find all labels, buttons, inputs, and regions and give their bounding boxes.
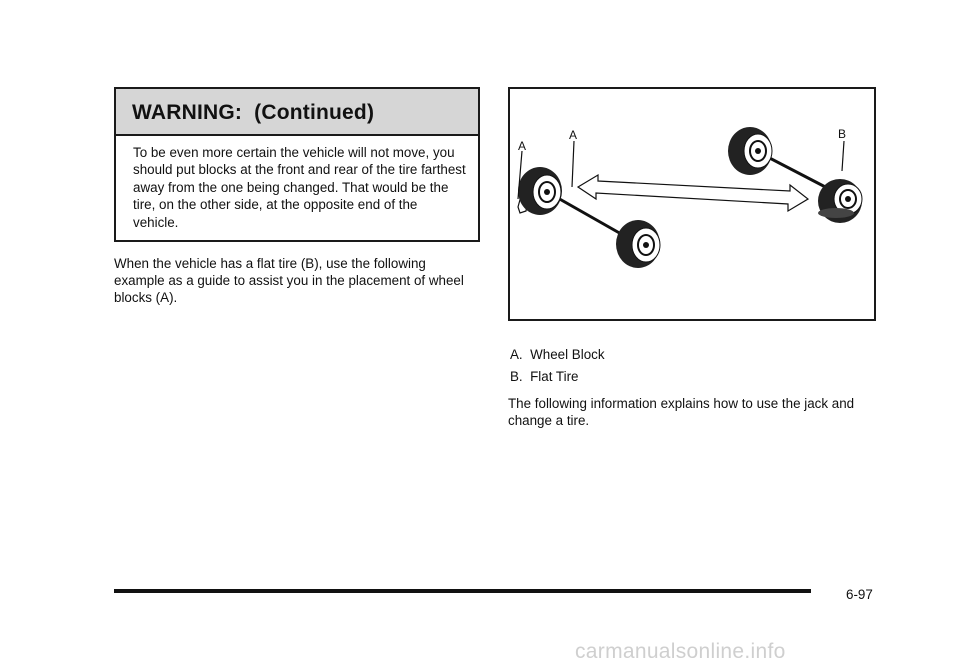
callout-a-right-leader xyxy=(572,141,574,187)
callout-a-left: A xyxy=(518,139,527,153)
callout-b-leader xyxy=(842,141,844,171)
tire-flat xyxy=(818,179,862,223)
warning-header xyxy=(116,89,478,136)
legend-label: Wheel Block xyxy=(530,347,605,362)
legend-label: Flat Tire xyxy=(530,369,579,384)
callout-a-right: A xyxy=(569,128,578,142)
wheel-block-figure xyxy=(508,87,876,321)
callout-b: B xyxy=(838,127,847,141)
tire-front-right xyxy=(616,220,660,268)
legend-item xyxy=(510,366,605,388)
warning-body: To be even more certain the vehicle will not move, you should put blocks at the front and rear of the tire farthest away from the one being changed. That would be the tire, on the other side, at the opposite end of the vehicle. xyxy=(133,145,466,230)
legend-item xyxy=(510,344,605,366)
legend-key: B. xyxy=(510,369,523,384)
wheel-block-illustration xyxy=(510,89,874,319)
tire-front-left xyxy=(518,167,562,215)
rear-axle-line xyxy=(760,153,835,192)
watermark: carmanualsonline.info xyxy=(575,640,786,663)
legend-key: A. xyxy=(510,347,523,362)
footer-rule xyxy=(114,589,811,593)
direction-arrow xyxy=(578,175,808,211)
page-number: 6-97 xyxy=(846,587,873,602)
tire-rear-left xyxy=(728,127,772,175)
outro-paragraph: The following information explains how to use the jack and change a tire. xyxy=(508,396,855,429)
warning-title: WARNING: (Continued) xyxy=(132,101,375,124)
figure-legend xyxy=(510,344,605,388)
warning-box xyxy=(114,87,480,242)
intro-paragraph: When the vehicle has a flat tire (B), use the following example as a guide to assist you in the placement of wheel blocks (A). xyxy=(114,256,464,306)
